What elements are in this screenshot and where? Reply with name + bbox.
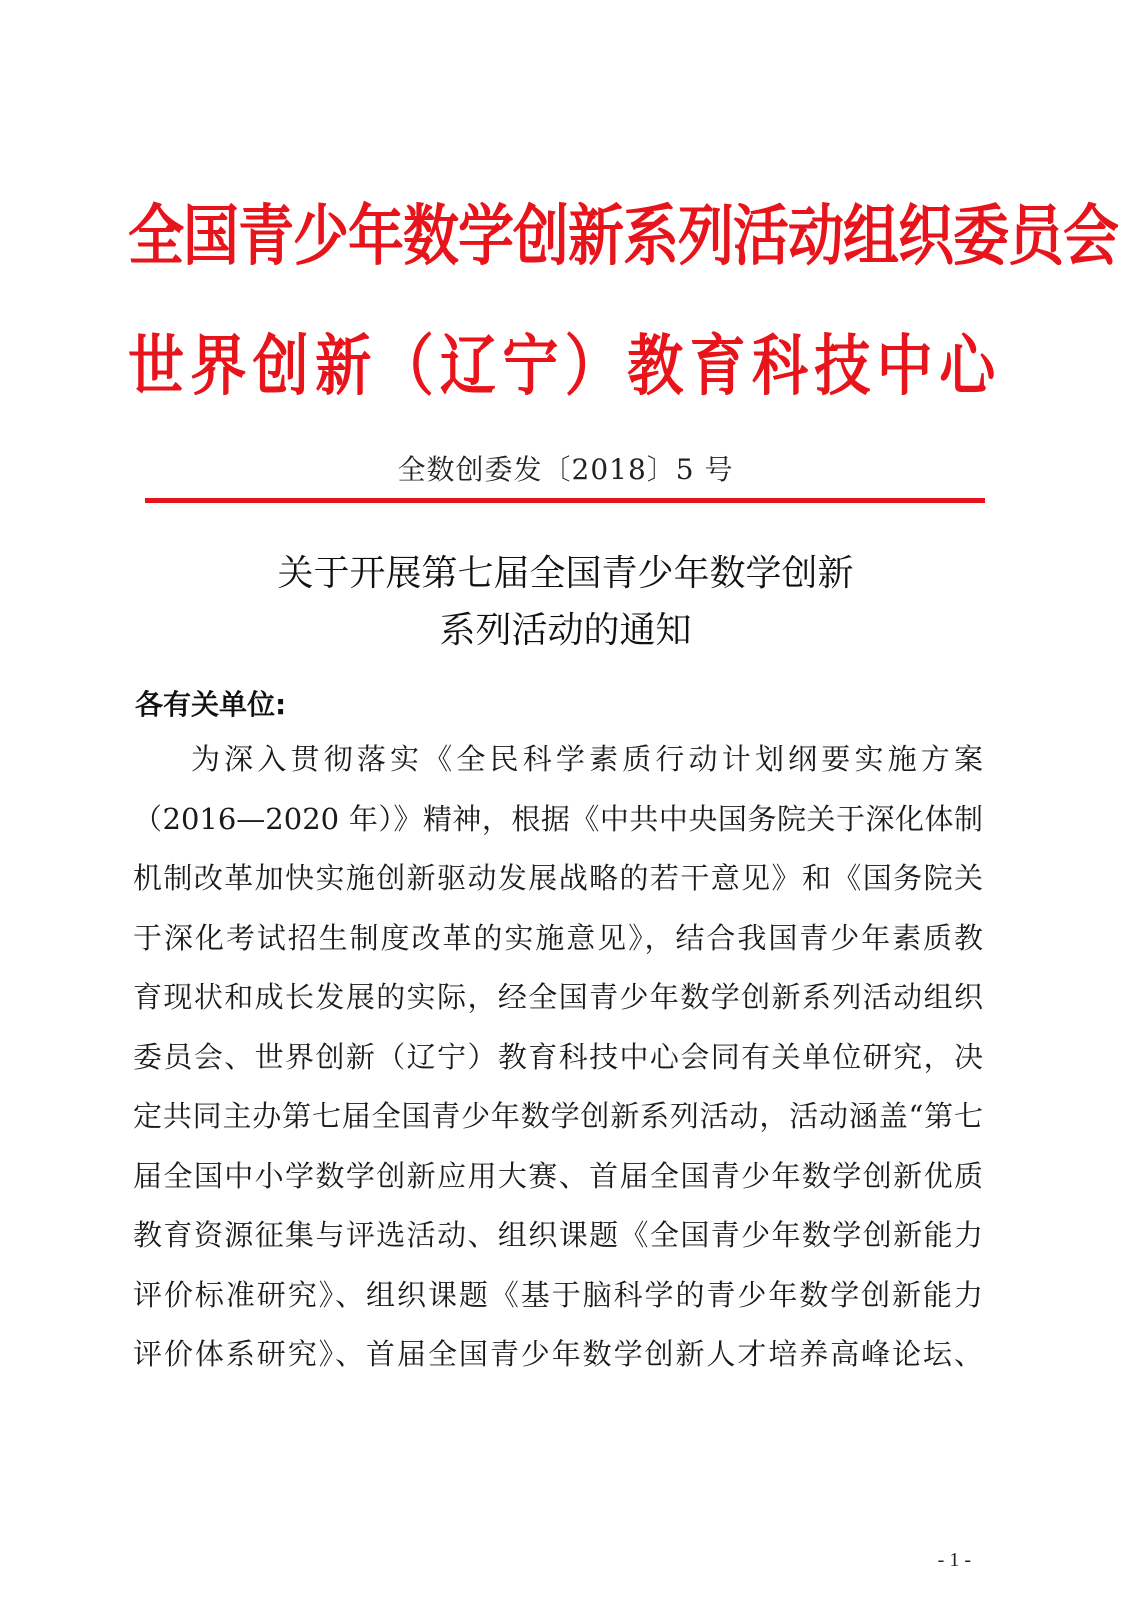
body-line: 育现状和成长发展的实际，经全国青少年数学创新系列活动组织 bbox=[133, 980, 983, 1014]
body-line: 委员会、世界创新（辽宁）教育科技中心会同有关单位研究，决 bbox=[133, 1039, 983, 1074]
body-line: 届全国中小学数学创新应用大赛、首届全国青少年数学创新优质 bbox=[133, 1158, 983, 1193]
body-line: 评价标准研究》、组织课题《基于脑科学的青少年数学创新能力 bbox=[133, 1277, 983, 1312]
issuing-org-name-2: 世界创新（辽宁）教育科技中心 bbox=[128, 328, 1002, 406]
document-number: 全数创委发〔2018〕5 号 bbox=[397, 453, 734, 486]
issuing-org-name-1: 全国青少年数学创新系列活动组织委员会 bbox=[128, 198, 1118, 276]
document-title-line-2: 系列活动的通知 bbox=[439, 610, 692, 651]
body-line: 为深入贯彻落实《全民科学素质行动计划纲要实施方案 bbox=[191, 742, 983, 776]
body-paragraph bbox=[133, 730, 983, 1385]
red-divider-line bbox=[145, 498, 985, 503]
body-line: 定共同主办第七届全国青少年数学创新系列活动，活动涵盖“第七 bbox=[133, 1099, 983, 1133]
body-line: 评价体系研究》、首届全国青少年数学创新人才培养高峰论坛、 bbox=[133, 1337, 983, 1371]
page-number: - 1 - bbox=[937, 1549, 971, 1571]
document-title-line-1: 关于开展第七届全国青少年数学创新 bbox=[277, 553, 854, 594]
salutation: 各有关单位: bbox=[135, 688, 287, 721]
body-line: 机制改革加快实施创新驱动发展战略的若干意见》和《国务院关 bbox=[133, 861, 983, 895]
body-line: （2016—2020 年）》精神，根据《中共中央国务院关于深化体制 bbox=[133, 801, 983, 836]
body-line: 于深化考试招生制度改革的实施意见》，结合我国青少年素质教 bbox=[133, 920, 983, 955]
body-line: 教育资源征集与评选活动、组织课题《全国青少年数学创新能力 bbox=[133, 1218, 983, 1252]
